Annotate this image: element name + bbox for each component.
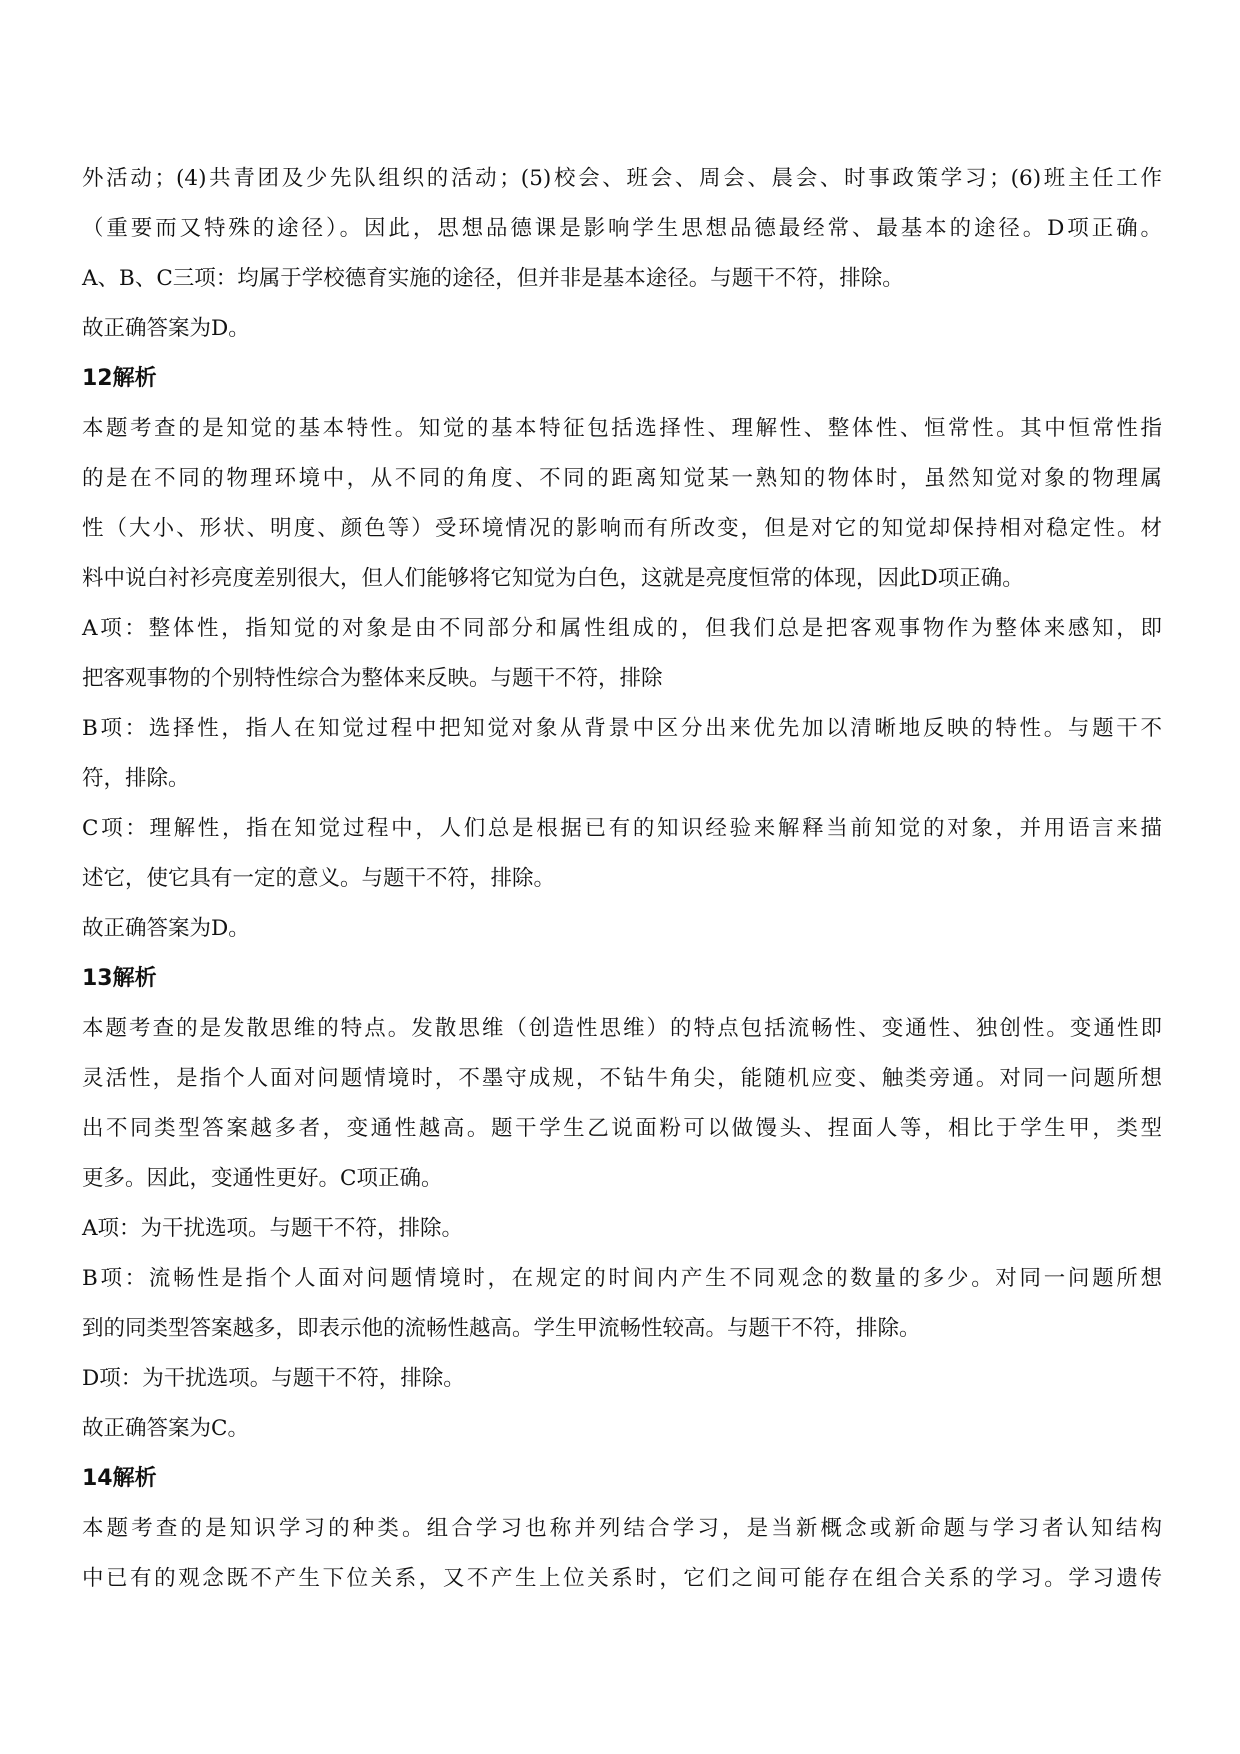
- text-line: 灵活性，是指个人面对问题情境时，不墨守成规，不钻牛角尖，能随机应变、触类旁通。对同一问题所想: [82, 1066, 1162, 1091]
- text-line: B项：流畅性是指个人面对问题情境时，在规定的时间内产生不同观念的数量的多少。对同一问题所想: [82, 1266, 1162, 1291]
- text-line: B项：选择性，指人在知觉过程中把知觉对象从背景中区分出来优先加以清晰地反映的特性。与题干不: [82, 716, 1162, 741]
- section-heading: 12解析: [82, 366, 157, 391]
- text-line: 述它，使它具有一定的意义。与题干不符，排除。: [82, 866, 556, 891]
- text-line: 料中说白衬衫亮度差别很大，但人们能够将它知觉为白色，这就是亮度恒常的体现，因此D项正确。: [82, 566, 1024, 591]
- text-line: 故正确答案为D。: [82, 316, 250, 341]
- text-line: （重要而又特殊的途径）。因此，思想品德课是影响学生思想品德最经常、最基本的途径。D项正确。: [82, 216, 1162, 241]
- text-line: 把客观事物的个别特性综合为整体来反映。与题干不符，排除: [82, 666, 663, 691]
- section-heading: 13解析: [82, 966, 157, 991]
- text-line: 的是在不同的物理环境中，从不同的角度、不同的距离知觉某一熟知的物体时，虽然知觉对象的物理属: [82, 466, 1162, 491]
- text-line: 本题考查的是知识学习的种类。组合学习也称并列结合学习，是当新概念或新命题与学习者认知结构: [82, 1516, 1162, 1541]
- section-heading: 14解析: [82, 1466, 157, 1491]
- text-line: 故正确答案为D。: [82, 916, 250, 941]
- text-line: 出不同类型答案越多者，变通性越高。题干学生乙说面粉可以做馒头、捏面人等，相比于学生甲，类型: [82, 1116, 1162, 1141]
- text-line: A项：为干扰选项。与题干不符，排除。: [82, 1216, 464, 1241]
- text-line: D项：为干扰选项。与题干不符，排除。: [82, 1366, 465, 1391]
- body-text: [82, 154, 1162, 1604]
- text-line: 本题考查的是知觉的基本特性。知觉的基本特征包括选择性、理解性、整体性、恒常性。其中恒常性指: [82, 416, 1162, 441]
- text-line: 故正确答案为C。: [82, 1416, 249, 1441]
- text-line: 符，排除。: [82, 766, 190, 791]
- text-line: C项：理解性，指在知觉过程中，人们总是根据已有的知识经验来解释当前知觉的对象，并用语言来描: [82, 816, 1162, 841]
- text-line: A项：整体性，指知觉的对象是由不同部分和属性组成的，但我们总是把客观事物作为整体来感知，即: [82, 616, 1162, 641]
- text-line: 更多。因此，变通性更好。C项正确。: [82, 1166, 443, 1191]
- text-line: 到的同类型答案越多，即表示他的流畅性越高。学生甲流畅性较高。与题干不符，排除。: [82, 1316, 921, 1341]
- text-line: 本题考查的是发散思维的特点。发散思维（创造性思维）的特点包括流畅性、变通性、独创性。变通性即: [82, 1016, 1162, 1041]
- document-page: [82, 154, 1162, 1604]
- text-line: A、B、C三项：均属于学校德育实施的途径，但并非是基本途径。与题干不符，排除。: [82, 266, 904, 291]
- text-line: 中已有的观念既不产生下位关系，又不产生上位关系时，它们之间可能存在组合关系的学习。学习遗传: [82, 1566, 1162, 1591]
- text-line: 性（大小、形状、明度、颜色等）受环境情况的影响而有所改变，但是对它的知觉却保持相对稳定性。材: [82, 516, 1162, 541]
- text-line: 外活动；(4)共青团及少先队组织的活动；(5)校会、班会、周会、晨会、时事政策学习；(6)班主任工作: [82, 166, 1162, 191]
